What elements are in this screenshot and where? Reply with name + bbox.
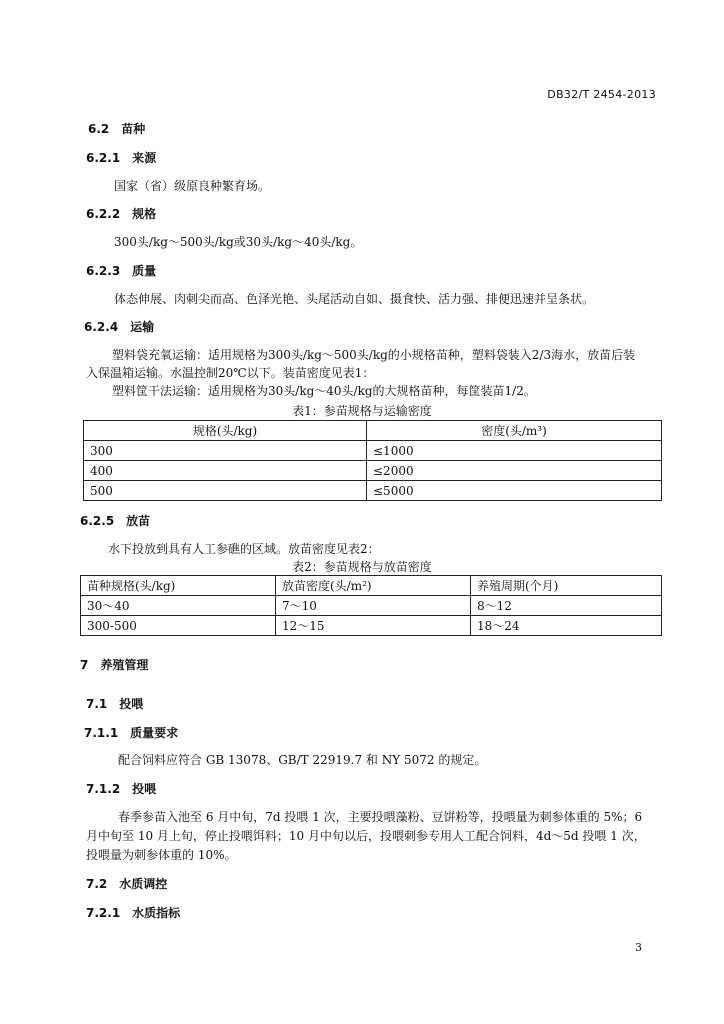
heading-6-2-2 [86, 205, 156, 222]
heading-6-2-5 [80, 512, 150, 529]
heading-number: 6.2 [88, 122, 110, 136]
heading-7-1-1 [84, 724, 178, 741]
table-cell: 300-500 [81, 616, 276, 636]
heading-title: 质量 [132, 264, 157, 278]
paragraph-7-1-2-line2: 月中旬至 10 月上旬，停止投喂饵料；10 月中旬以后，投喂刺参专用人工配合饲料，4d～5d 投喂 1 次， [86, 829, 646, 843]
table-cell: ≤2000 [367, 461, 662, 481]
table-cell: 400 [84, 461, 367, 481]
paragraph-6-2-4-line1: 塑料袋充氧运输：适用规格为300头/kg～500头/kg的小规格苗种，塑料袋装入2/3海水，放苗后装 [112, 348, 636, 362]
table-row [84, 481, 662, 501]
heading-title: 苗种 [121, 122, 146, 136]
heading-7-1-2 [86, 780, 156, 797]
heading-title: 养殖管理 [100, 658, 149, 672]
paragraph-6-2-5: 水下投放到具有人工参礁的区域。放苗密度见表2： [108, 542, 380, 556]
table-row [84, 461, 662, 481]
page-number: 3 [635, 941, 642, 954]
table2 [80, 575, 662, 636]
table-header-cell: 放苗密度(头/m²) [276, 576, 471, 596]
heading-title: 水质调控 [119, 877, 168, 891]
table-cell: 12～15 [276, 616, 471, 636]
table1-caption: 表1：参苗规格与运输密度 [292, 404, 432, 418]
table-header-row [81, 576, 662, 596]
heading-number: 6.2.4 [84, 320, 119, 334]
table1 [83, 420, 662, 501]
heading-7-2 [86, 875, 167, 892]
heading-title: 放苗 [126, 514, 151, 528]
table-cell: 500 [84, 481, 367, 501]
heading-6-2-3 [86, 262, 156, 279]
table-header-cell: 养殖周期(个月) [471, 576, 662, 596]
heading-number: 6.2.5 [80, 514, 115, 528]
table-cell: ≤5000 [367, 481, 662, 501]
standard-code: DB32/T 2454-2013 [547, 88, 656, 101]
heading-title: 投喂 [132, 782, 157, 796]
paragraph-6-2-4-line2: 入保温箱运输。水温控制20℃以下。装苗密度见表1： [86, 366, 375, 380]
heading-number: 7.2 [86, 877, 108, 891]
table-cell: 7～10 [276, 596, 471, 616]
heading-7 [80, 656, 148, 673]
heading-number: 7.1.2 [86, 782, 121, 796]
paragraph-7-1-1: 配合饲料应符合 GB 13078、GB/T 22919.7 和 NY 5072 的规定。 [118, 753, 487, 767]
paragraph-6-2-4-p2: 塑料筐干法运输：适用规格为30头/kg～40头/kg的大规格苗种，每筐装苗1/2。 [112, 384, 536, 398]
table-header-row [84, 421, 662, 441]
table-cell: 30～40 [81, 596, 276, 616]
heading-6-2-1 [86, 149, 156, 166]
table-header-cell: 密度(头/m³) [367, 421, 662, 441]
heading-number: 7.1.1 [84, 726, 119, 740]
heading-number: 7 [80, 658, 89, 672]
heading-title: 质量要求 [130, 726, 179, 740]
table-cell: 8～12 [471, 596, 662, 616]
paragraph-6-2-2: 300头/kg～500头/kg或30头/kg～40头/kg。 [114, 235, 363, 249]
table-row [81, 616, 662, 636]
table-row [84, 441, 662, 461]
table-header-cell: 规格(头/kg) [84, 421, 367, 441]
table-cell: 18～24 [471, 616, 662, 636]
heading-7-1 [86, 695, 143, 712]
heading-number: 6.2.3 [86, 264, 121, 278]
heading-number: 6.2.1 [86, 151, 121, 165]
heading-number: 6.2.2 [86, 207, 121, 221]
heading-title: 投喂 [119, 697, 144, 711]
table-cell: 300 [84, 441, 367, 461]
table-row [81, 596, 662, 616]
table2-caption: 表2：参苗规格与放苗密度 [292, 560, 432, 574]
heading-number: 7.1 [86, 697, 108, 711]
heading-6-2 [88, 120, 145, 137]
table-header-cell: 苗种规格(头/kg) [81, 576, 276, 596]
heading-6-2-4 [84, 318, 154, 335]
paragraph-7-1-2-line1: 春季参苗入池至 6 月中旬，7d 投喂 1 次，主要投喂藻粉、豆饼粉等，投喂量为刺参体重的 5%；6 [118, 810, 643, 824]
heading-number: 7.2.1 [86, 906, 121, 920]
heading-title: 水质指标 [132, 906, 181, 920]
paragraph-6-2-1: 国家（省）级原良种繁育场。 [114, 179, 271, 193]
heading-title: 运输 [130, 320, 155, 334]
heading-title: 来源 [132, 151, 157, 165]
paragraph-6-2-3: 体态伸展、肉刺尖而高、色泽光艳、头尾活动自如、摄食快、活力强、排便迅速并呈条状。 [114, 292, 595, 306]
table-cell: ≤1000 [367, 441, 662, 461]
paragraph-7-1-2-line3: 投喂量为刺参体重的 10%。 [86, 848, 237, 862]
heading-7-2-1 [86, 904, 180, 921]
heading-title: 规格 [132, 207, 157, 221]
